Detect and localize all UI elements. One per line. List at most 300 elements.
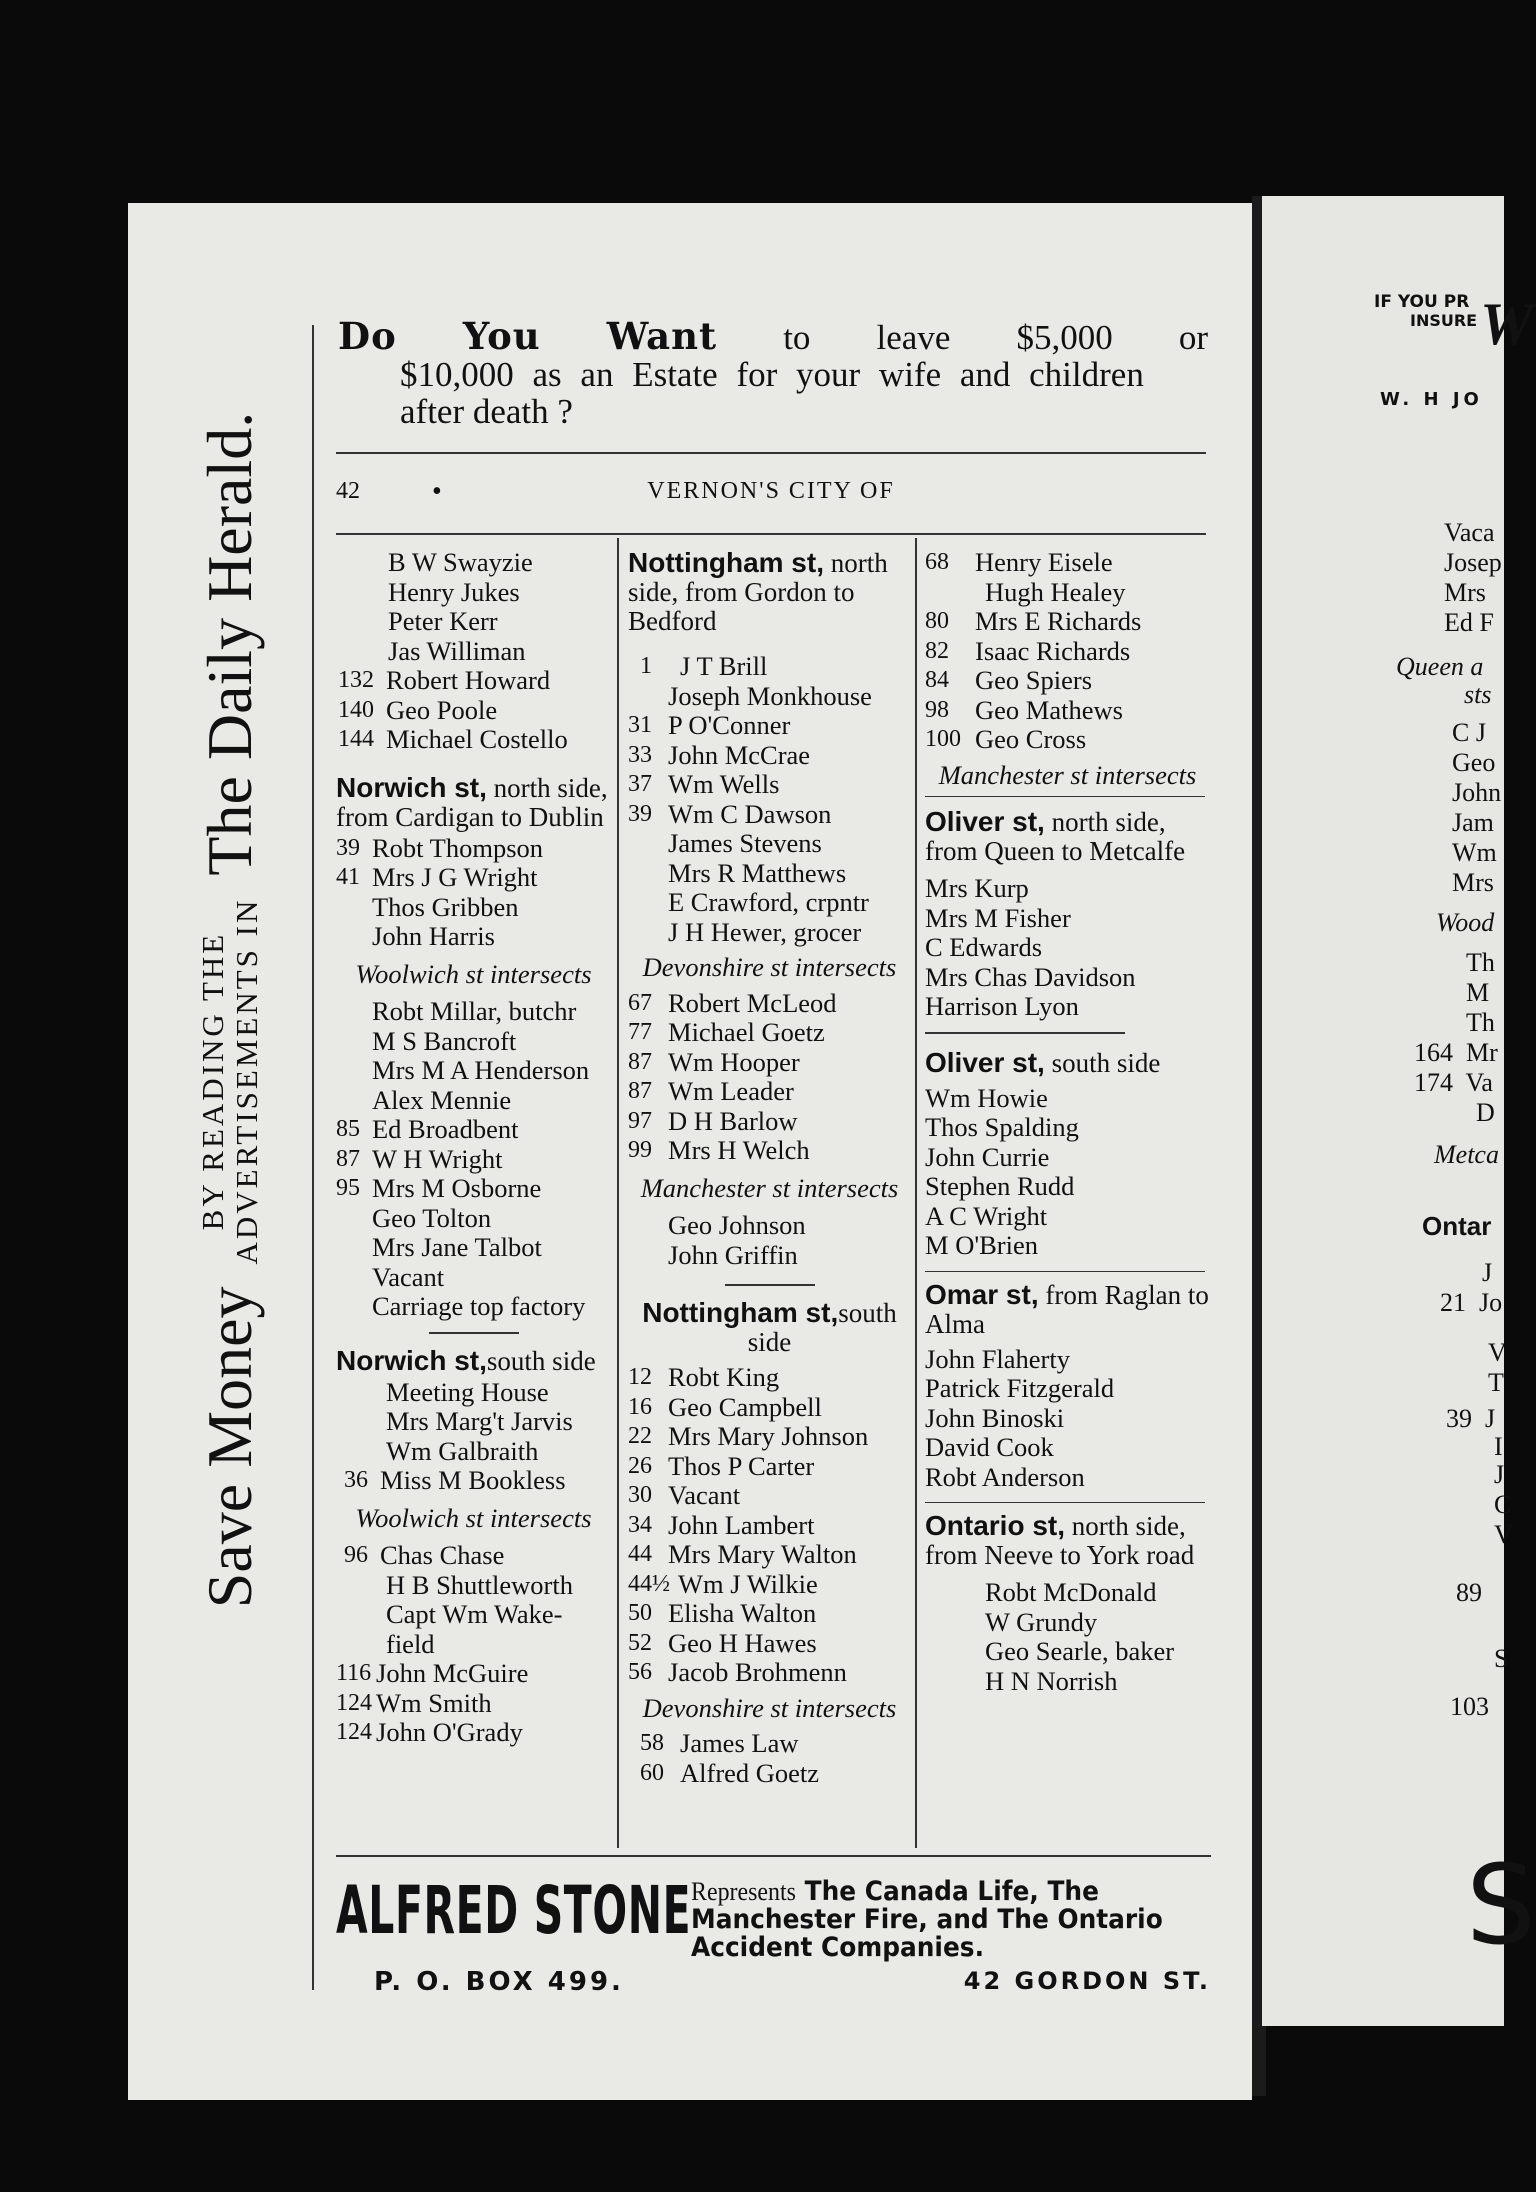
entry [628, 1729, 911, 1759]
entry [628, 1759, 911, 1789]
facing-bottom-letter: S [1466, 1841, 1536, 1969]
house-number: 50 [628, 1600, 652, 1626]
column-1 [336, 548, 611, 1748]
entry [925, 607, 1210, 637]
resident-name: Carriage top factory [372, 1291, 586, 1321]
resident-name: Wm Wells [668, 769, 780, 799]
resident-name: P O'Conner [668, 710, 791, 740]
resident-name: Miss M Bookless [380, 1465, 566, 1495]
resident-name: Joseph Monkhouse [668, 680, 872, 711]
top-advertisement [338, 314, 1208, 431]
resident-name: Mrs Chas Davidson [925, 961, 1136, 992]
resident-name: D H Barlow [668, 1105, 798, 1136]
house-number: 33 [628, 741, 652, 768]
street-desc: north side, from Gordon to Bedford [628, 548, 888, 636]
resident-name: Robt King [668, 1362, 780, 1392]
facing-line: C [1494, 1490, 1512, 1519]
house-number: 96 [344, 1542, 368, 1568]
house-number: 77 [628, 1019, 652, 1045]
resident-name: James Law [680, 1728, 799, 1758]
resident-name: Mrs E Richards [975, 606, 1142, 636]
house-number: 56 [628, 1659, 652, 1685]
resident-name: Vacant [668, 1480, 741, 1510]
resident-name: Robert Howard [386, 665, 551, 695]
street-heading [925, 1511, 1210, 1570]
entry [336, 1689, 611, 1719]
house-number: 16 [628, 1393, 652, 1420]
house-number: 98 [925, 696, 949, 723]
names-block [336, 997, 611, 1115]
resident-name: Mrs Mary Walton [668, 1539, 857, 1569]
facing-line: 174 Va [1414, 1068, 1493, 1097]
intersection-note: Devonshire st intersects [642, 1692, 897, 1723]
facing-line: 103 [1450, 1692, 1489, 1721]
entry [628, 1540, 911, 1570]
facing-line: Th [1466, 1008, 1495, 1037]
house-number: 85 [336, 1116, 360, 1142]
resident-name: Geo Poole [386, 694, 498, 725]
column-divider-1 [617, 538, 619, 1848]
facing-line: John [1452, 778, 1502, 807]
resident-name: Henry Eisele [975, 547, 1113, 577]
resident-name: Vacant [372, 1261, 445, 1292]
daily-herald-text: The Daily Herald. [194, 411, 265, 876]
resident-name: Stephen Rudd [925, 1171, 1075, 1201]
house-number: 82 [925, 637, 949, 664]
street-name: Nottingham st, [628, 547, 824, 578]
ad-word-you: You [462, 314, 541, 358]
house-number: 97 [628, 1107, 652, 1134]
resident-name: Robt Millar, butchr [372, 996, 577, 1026]
facing-line: V [1488, 1338, 1507, 1367]
facing-line: 89 [1456, 1578, 1482, 1607]
house-number: 12 [628, 1364, 652, 1390]
entry [925, 725, 1210, 755]
resident-name: H N Norrish [985, 1665, 1118, 1696]
resident-name: John Griffin [668, 1239, 798, 1270]
resident-name: John Binoski [925, 1402, 1065, 1433]
resident-name: Wm Leader [668, 1076, 794, 1106]
street-desc: north side, from Cardigan to Dublin [336, 772, 608, 832]
house-number: 37 [628, 771, 652, 797]
entry [336, 863, 611, 893]
resident-name: Wm C Dawson [668, 798, 832, 829]
entry [628, 711, 911, 741]
resident-name: Mrs R Matthews [668, 857, 847, 888]
column-3 [925, 548, 1210, 1696]
house-number: 41 [336, 864, 360, 890]
facing-line: Ed F [1444, 608, 1494, 637]
resident-name: John McGuire [376, 1658, 529, 1688]
column-2 [628, 548, 911, 1788]
intersection-note: Manchester st intersects [938, 759, 1197, 790]
resident-name: Geo H Hawes [668, 1627, 817, 1658]
resident-name: Jas Williman [388, 635, 526, 666]
facing-line: M [1466, 978, 1490, 1007]
entry [925, 548, 1210, 578]
resident-name: M S Bancroft [372, 1025, 517, 1056]
resident-name: Robt McDonald [985, 1577, 1157, 1607]
names-block [925, 1345, 1210, 1493]
house-number: 87 [336, 1145, 360, 1172]
street-heading [925, 807, 1210, 866]
resident-name: W H Wright [372, 1143, 503, 1174]
resident-name: Mrs M Osborne [372, 1173, 542, 1203]
street-name: Norwich st, [336, 1344, 487, 1376]
house-number: 67 [628, 989, 652, 1016]
section-rule [429, 1332, 519, 1334]
represents-text [691, 1878, 1169, 1962]
facing-line: Josep [1444, 548, 1502, 577]
facing-line: 39 J [1446, 1404, 1496, 1433]
ad-line-2: $10,000 as an Estate for your wife and children [400, 355, 1144, 394]
facing-line: Geo [1452, 748, 1496, 777]
resident-name: Thos Gribben [372, 891, 519, 922]
street-name: Norwich st, [336, 771, 487, 803]
facing-line: J [1482, 1258, 1493, 1287]
entry [925, 666, 1210, 696]
resident-name: Thos Spalding [925, 1112, 1079, 1142]
resident-name: Mrs Kurp [925, 873, 1029, 903]
names-block [336, 893, 611, 952]
ad-line-3: after death ? [400, 392, 573, 431]
facing-line: T [1488, 1368, 1504, 1397]
entry [336, 1541, 611, 1571]
rule-top [336, 452, 1206, 454]
house-number: 58 [640, 1730, 664, 1756]
resident-name: Harrison Lyon [925, 991, 1079, 1021]
entry [628, 1481, 911, 1511]
resident-name: Jacob Brohmenn [668, 1657, 847, 1687]
facing-name-line: W. H JO [1380, 389, 1483, 410]
resident-name: James Stevens [668, 828, 822, 858]
section-rule [925, 1502, 1205, 1503]
entry [336, 1659, 611, 1689]
ad-word-want: Want [606, 314, 718, 358]
names-block [336, 1571, 611, 1660]
ad-word: to [783, 318, 811, 357]
street-desc: south side [747, 1298, 897, 1357]
page-number: 42 [336, 478, 360, 504]
resident-name: H B Shuttleworth [386, 1569, 573, 1600]
resident-name: Mrs Marg't Jarvis [386, 1406, 573, 1436]
names-block [336, 1204, 611, 1322]
intersection-note: Woolwich st intersects [355, 1502, 592, 1533]
resident-name: E Crawford, crpntr [668, 887, 869, 917]
entry [336, 1115, 611, 1145]
house-number: 68 [925, 549, 949, 575]
house-number: 140 [338, 696, 374, 723]
house-number: 44 [628, 1541, 652, 1567]
entry [628, 989, 911, 1019]
house-number: 1 [640, 653, 652, 679]
entry [628, 652, 911, 682]
entry [628, 1136, 911, 1166]
entry [336, 1174, 611, 1204]
facing-line: J [1494, 1460, 1505, 1489]
resident-name: Mrs Jane Talbot [372, 1232, 542, 1262]
street-heading [628, 1298, 911, 1357]
resident-name: Robert McLeod [668, 987, 837, 1018]
entry [628, 1018, 911, 1048]
house-number: 22 [628, 1423, 652, 1449]
names-block [628, 682, 911, 712]
house-number: 31 [628, 712, 652, 738]
entry [628, 1107, 911, 1137]
entry [336, 696, 611, 726]
side-banner-ad [190, 150, 270, 1870]
resident-name: Michael Costello [386, 724, 568, 754]
facing-line: I [1494, 1432, 1503, 1461]
facing-line: Mrs [1444, 578, 1486, 607]
house-number: 30 [628, 1482, 652, 1508]
resident-name: Wm Hooper [668, 1046, 800, 1077]
names-block [925, 874, 1210, 1022]
resident-name: Isaac Richards [975, 635, 1131, 666]
resident-name: Patrick Fitzgerald [925, 1373, 1115, 1403]
facing-line: Jam [1452, 808, 1494, 837]
represented-companies: The Canada Life, The Manchester Fire, and The Ontario Accident Companies. [691, 1876, 1163, 1963]
facing-line: V [1494, 1520, 1513, 1549]
ad-line-1 [338, 314, 1208, 358]
rule-bottom [336, 1855, 1211, 1857]
resident-name: M O'Brien [925, 1230, 1038, 1260]
column-divider-2 [915, 538, 917, 1848]
entry [925, 696, 1210, 726]
house-number: 26 [628, 1452, 652, 1479]
section-rule [925, 1032, 1125, 1034]
house-number: 34 [628, 1511, 652, 1538]
house-number: 84 [925, 667, 949, 693]
entry [628, 1599, 911, 1629]
section-rule [725, 1284, 815, 1286]
resident-name: Geo Searle, baker [985, 1636, 1175, 1666]
resident-name: Geo Johnson [668, 1210, 806, 1240]
resident-name: J T Brill [680, 651, 768, 681]
facing-line: Th [1466, 948, 1495, 977]
entry [628, 741, 911, 771]
house-number: 39 [628, 800, 652, 827]
intersection-note: Devonshire st intersects [642, 952, 897, 982]
entry [336, 1718, 611, 1748]
ad-word-do: Do [338, 314, 397, 358]
facing-line: Wm [1452, 838, 1497, 867]
names-block [336, 548, 611, 666]
entry [336, 834, 611, 864]
facing-line: C J [1452, 718, 1486, 747]
street-heading [628, 548, 908, 636]
resident-name: Hugh Healey [985, 576, 1126, 607]
represents-label: Represents [691, 1877, 796, 1906]
house-number: 95 [336, 1175, 360, 1201]
house-number: 52 [628, 1629, 652, 1656]
entry [336, 1145, 611, 1175]
entry [628, 1658, 911, 1688]
resident-name: John Lambert [668, 1509, 815, 1540]
names-block [925, 1578, 1210, 1696]
resident-name: Mrs Mary Johnson [668, 1421, 869, 1451]
house-number: 87 [628, 1078, 652, 1104]
ad-word: or [1178, 318, 1208, 357]
resident-name: C Edwards [925, 932, 1043, 962]
entry [336, 666, 611, 696]
resident-name: B W Swayzie [388, 547, 533, 577]
ad-word: leave [876, 318, 951, 357]
resident-name: Alex Mennie [372, 1084, 512, 1115]
house-number: 44½ [628, 1570, 670, 1597]
spacer [628, 638, 911, 652]
street-heading [336, 1346, 611, 1376]
entry [628, 770, 911, 800]
street-name: Omar st, [925, 1278, 1039, 1310]
entry [628, 1393, 911, 1423]
resident-name: Capt Wm Wake-field [386, 1599, 563, 1659]
resident-name: Wm Howie [925, 1082, 1048, 1113]
resident-name: Wm Smith [376, 1687, 492, 1718]
resident-name: Ed Broadbent [372, 1114, 519, 1144]
facing-line: Vaca [1444, 518, 1495, 547]
resident-name: Mrs H Welch [668, 1135, 810, 1165]
resident-name: John Currie [925, 1141, 1050, 1172]
resident-name: Geo Campbell [668, 1391, 822, 1422]
house-number: 124 [336, 1689, 372, 1716]
names-block [628, 829, 911, 947]
entry [628, 800, 911, 830]
facing-header-1: IF YOU PR [1374, 292, 1470, 312]
names-block [336, 1378, 611, 1467]
resident-name: Elisha Walton [668, 1598, 817, 1628]
resident-name: John O'Grady [376, 1717, 523, 1747]
bottom-advertisement [336, 1872, 1211, 2002]
names-block [925, 578, 1210, 608]
house-number: 36 [344, 1467, 368, 1493]
entry [628, 1452, 911, 1482]
entry [628, 1511, 911, 1541]
street-desc: south side [486, 1345, 596, 1376]
rule-header [336, 533, 1206, 535]
entry [628, 1048, 911, 1078]
resident-name: Thos P Carter [668, 1450, 815, 1481]
resident-name: Geo Cross [975, 724, 1087, 754]
street-heading [925, 1048, 1210, 1078]
street-address: 42 GORDON ST. [963, 1967, 1211, 1995]
house-number: 99 [628, 1137, 652, 1163]
house-number: 144 [338, 726, 374, 752]
ad-word: $5,000 [1016, 318, 1113, 357]
resident-name: Geo Mathews [975, 694, 1123, 725]
resident-name: Michael Goetz [668, 1017, 825, 1047]
entry [628, 1363, 911, 1393]
facing-header-2: INSURE [1410, 311, 1478, 330]
by-reading-the-text: BY READING THE [195, 931, 230, 1231]
facing-line: 21 Jo [1440, 1288, 1503, 1317]
house-number: 132 [338, 667, 374, 693]
facing-line: S [1494, 1644, 1509, 1673]
street-desc: north side, from Queen to Metcalfe [925, 807, 1186, 866]
resident-name: John McCrae [668, 739, 811, 770]
resident-name: Robt Anderson [925, 1461, 1085, 1492]
facing-line: Queen a [1396, 652, 1484, 681]
entry [628, 1077, 911, 1107]
house-number: 116 [336, 1660, 372, 1686]
entry [925, 637, 1210, 667]
house-number: 39 [336, 834, 360, 861]
page-title: VERNON'S CITY OF [647, 478, 895, 504]
resident-name: John Flaherty [925, 1343, 1070, 1374]
street-name: Nottingham st, [642, 1297, 839, 1328]
section-rule [925, 796, 1205, 797]
street-desc: south side [1051, 1047, 1161, 1078]
resident-name: W Grundy [985, 1606, 1098, 1637]
house-number: 87 [628, 1048, 652, 1075]
advertisements-in-text: ADVERTISEMENTS IN [229, 897, 264, 1265]
names-block [925, 1084, 1210, 1261]
entry [628, 1629, 911, 1659]
resident-name: Chas Chase [380, 1540, 505, 1570]
facing-line: D [1476, 1098, 1495, 1127]
banner-divider [312, 325, 314, 1990]
resident-name: Wm J Wilkie [678, 1568, 818, 1599]
resident-name: Mrs M A Henderson [372, 1055, 590, 1085]
resident-name: David Cook [925, 1432, 1054, 1462]
resident-name: Mrs M Fisher [925, 902, 1071, 933]
facing-line: Wood [1436, 908, 1495, 937]
resident-name: A C Wright [925, 1200, 1048, 1231]
facing-page [1262, 196, 1504, 2026]
resident-name: Mrs J G Wright [372, 862, 538, 892]
section-rule [925, 1271, 1205, 1272]
resident-name: Wm Galbraith [386, 1435, 539, 1466]
entry [628, 1570, 911, 1600]
entry [336, 1466, 611, 1496]
facing-big-letter: W [1480, 291, 1534, 357]
intersection-note: Manchester st intersects [640, 1172, 899, 1203]
resident-name: Henry Jukes [388, 576, 520, 607]
po-box: P. O. BOX 499. [374, 1967, 624, 1997]
street-heading [925, 1280, 1210, 1339]
names-block [628, 1211, 911, 1270]
resident-name: Robt Thompson [372, 832, 544, 863]
facing-line: Metca [1434, 1140, 1499, 1169]
house-number: 124 [336, 1719, 372, 1745]
facing-line: Ontar [1422, 1211, 1492, 1241]
resident-name: Geo Tolton [372, 1202, 492, 1233]
facing-line: 164 Mr [1414, 1038, 1498, 1067]
street-desc: from Raglan to Alma [925, 1279, 1209, 1339]
resident-name: John Harris [372, 921, 495, 951]
street-desc: north side, from Neeve to York road [925, 1511, 1195, 1570]
house-number: 80 [925, 608, 949, 634]
entry [628, 1422, 911, 1452]
intersection-note: Woolwich st intersects [355, 958, 592, 989]
street-name: Ontario st, [925, 1510, 1066, 1541]
resident-name: J H Hewer, grocer [668, 916, 862, 947]
house-number: 60 [640, 1759, 664, 1786]
resident-name: Meeting House [386, 1376, 549, 1407]
save-money-text: Save Money [194, 1286, 265, 1609]
reading-the-advertisements [196, 898, 264, 1265]
facing-line: sts [1464, 680, 1492, 709]
entry [336, 725, 611, 755]
resident-name: Alfred Goetz [680, 1757, 820, 1788]
header-mark: • [432, 476, 442, 507]
advertiser-name: ALFRED STONE [336, 1872, 692, 1949]
resident-name: Geo Spiers [975, 665, 1093, 695]
street-name: Oliver st, [925, 1046, 1045, 1078]
street-name: Oliver st, [925, 806, 1045, 837]
resident-name: Peter Kerr [388, 606, 498, 636]
street-heading [336, 773, 611, 832]
